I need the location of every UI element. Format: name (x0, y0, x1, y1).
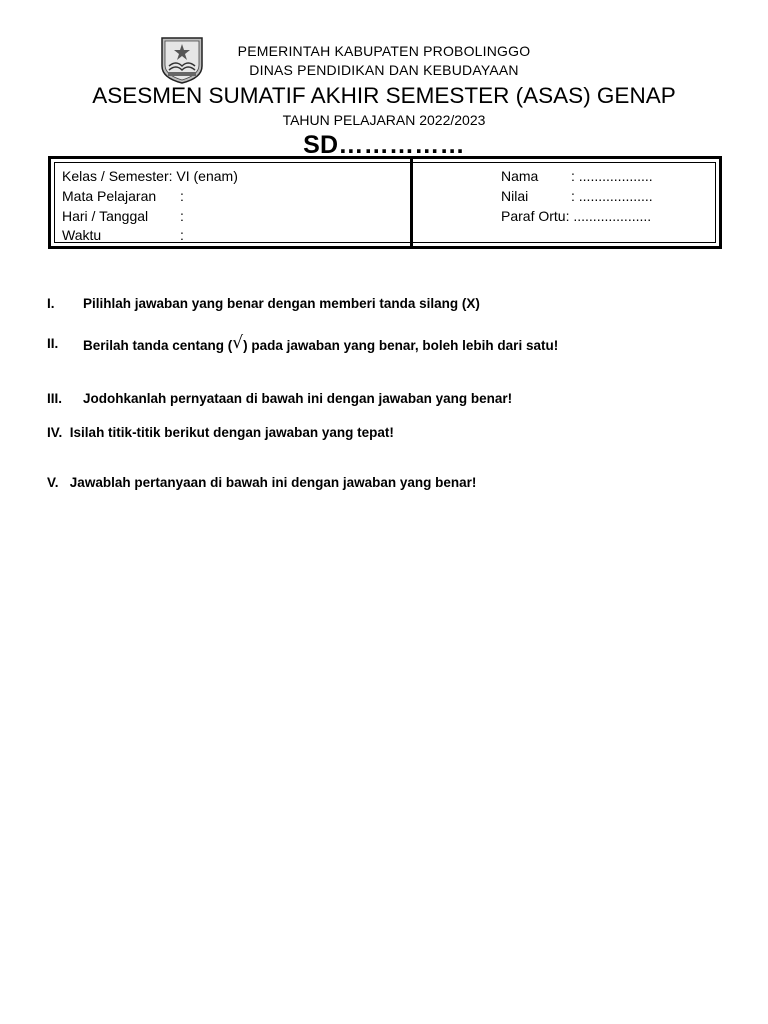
parent-sign-label: Paraf Ortu: (501, 208, 570, 224)
instruction-1-number: I. (47, 296, 55, 311)
department-name: DINAS PENDIDIKAN DAN KEBUDAYAAN (249, 62, 519, 78)
name-value: : ................... (571, 168, 653, 184)
score-label: Nilai (501, 188, 529, 204)
school-year: TAHUN PELAJARAN 2022/2023 (282, 112, 486, 128)
instruction-2-text-before: Berilah tanda centang ( (83, 338, 233, 353)
instruction-4-text: Isilah titik-titik berikut dengan jawaban yang tepat! (69, 425, 394, 440)
class-semester-value: : VI (enam) (168, 168, 238, 184)
exam-title: ASESMEN SUMATIF AKHIR SEMESTER (ASAS) GENAP (92, 83, 676, 108)
class-semester-label: Kelas / Semester (62, 168, 169, 184)
parent-sign-value: .................... (569, 208, 652, 224)
parent-sign-row (501, 208, 651, 225)
instruction-5 (47, 474, 476, 491)
instruction-2-text (83, 335, 558, 354)
subject-label: Mata Pelajaran (62, 188, 157, 204)
score-row (501, 188, 653, 205)
subject-value: : (180, 188, 184, 204)
instruction-3-number: III. (47, 391, 63, 406)
instruction-3-text: Jodohkanlah pernyataan di bawah ini dengan jawaban yang benar! (83, 391, 513, 406)
time-label: Waktu (62, 227, 102, 243)
score-value: : ................... (571, 188, 653, 204)
time-row (62, 227, 184, 244)
class-semester-row (62, 168, 238, 185)
instruction-4-number: IV. (47, 425, 63, 440)
name-label: Nama (501, 168, 539, 184)
instruction-2-text-after: ) pada jawaban yang benar, boleh lebih dari satu! (243, 338, 559, 353)
subject-row (62, 188, 184, 205)
student-info-divider (410, 159, 413, 246)
date-row (62, 208, 184, 225)
name-row (501, 168, 653, 185)
time-value: : (180, 227, 184, 243)
date-value: : (180, 208, 184, 224)
school-name-field: SD…………… (303, 131, 465, 159)
instruction-1-text: Pilihlah jawaban yang benar dengan memberi tanda silang (X) (83, 296, 480, 311)
student-info-box (48, 156, 722, 249)
government-name: PEMERINTAH KABUPATEN PROBOLINGGO (237, 43, 531, 59)
instruction-4 (47, 424, 394, 441)
date-label: Hari / Tanggal (62, 208, 149, 224)
instruction-2-number: II. (47, 336, 59, 351)
instruction-5-number: V. (47, 475, 59, 490)
instruction-5-text: Jawablah pertanyaan di bawah ini dengan jawaban yang benar! (69, 475, 477, 490)
checkmark-icon: √ (232, 333, 244, 353)
